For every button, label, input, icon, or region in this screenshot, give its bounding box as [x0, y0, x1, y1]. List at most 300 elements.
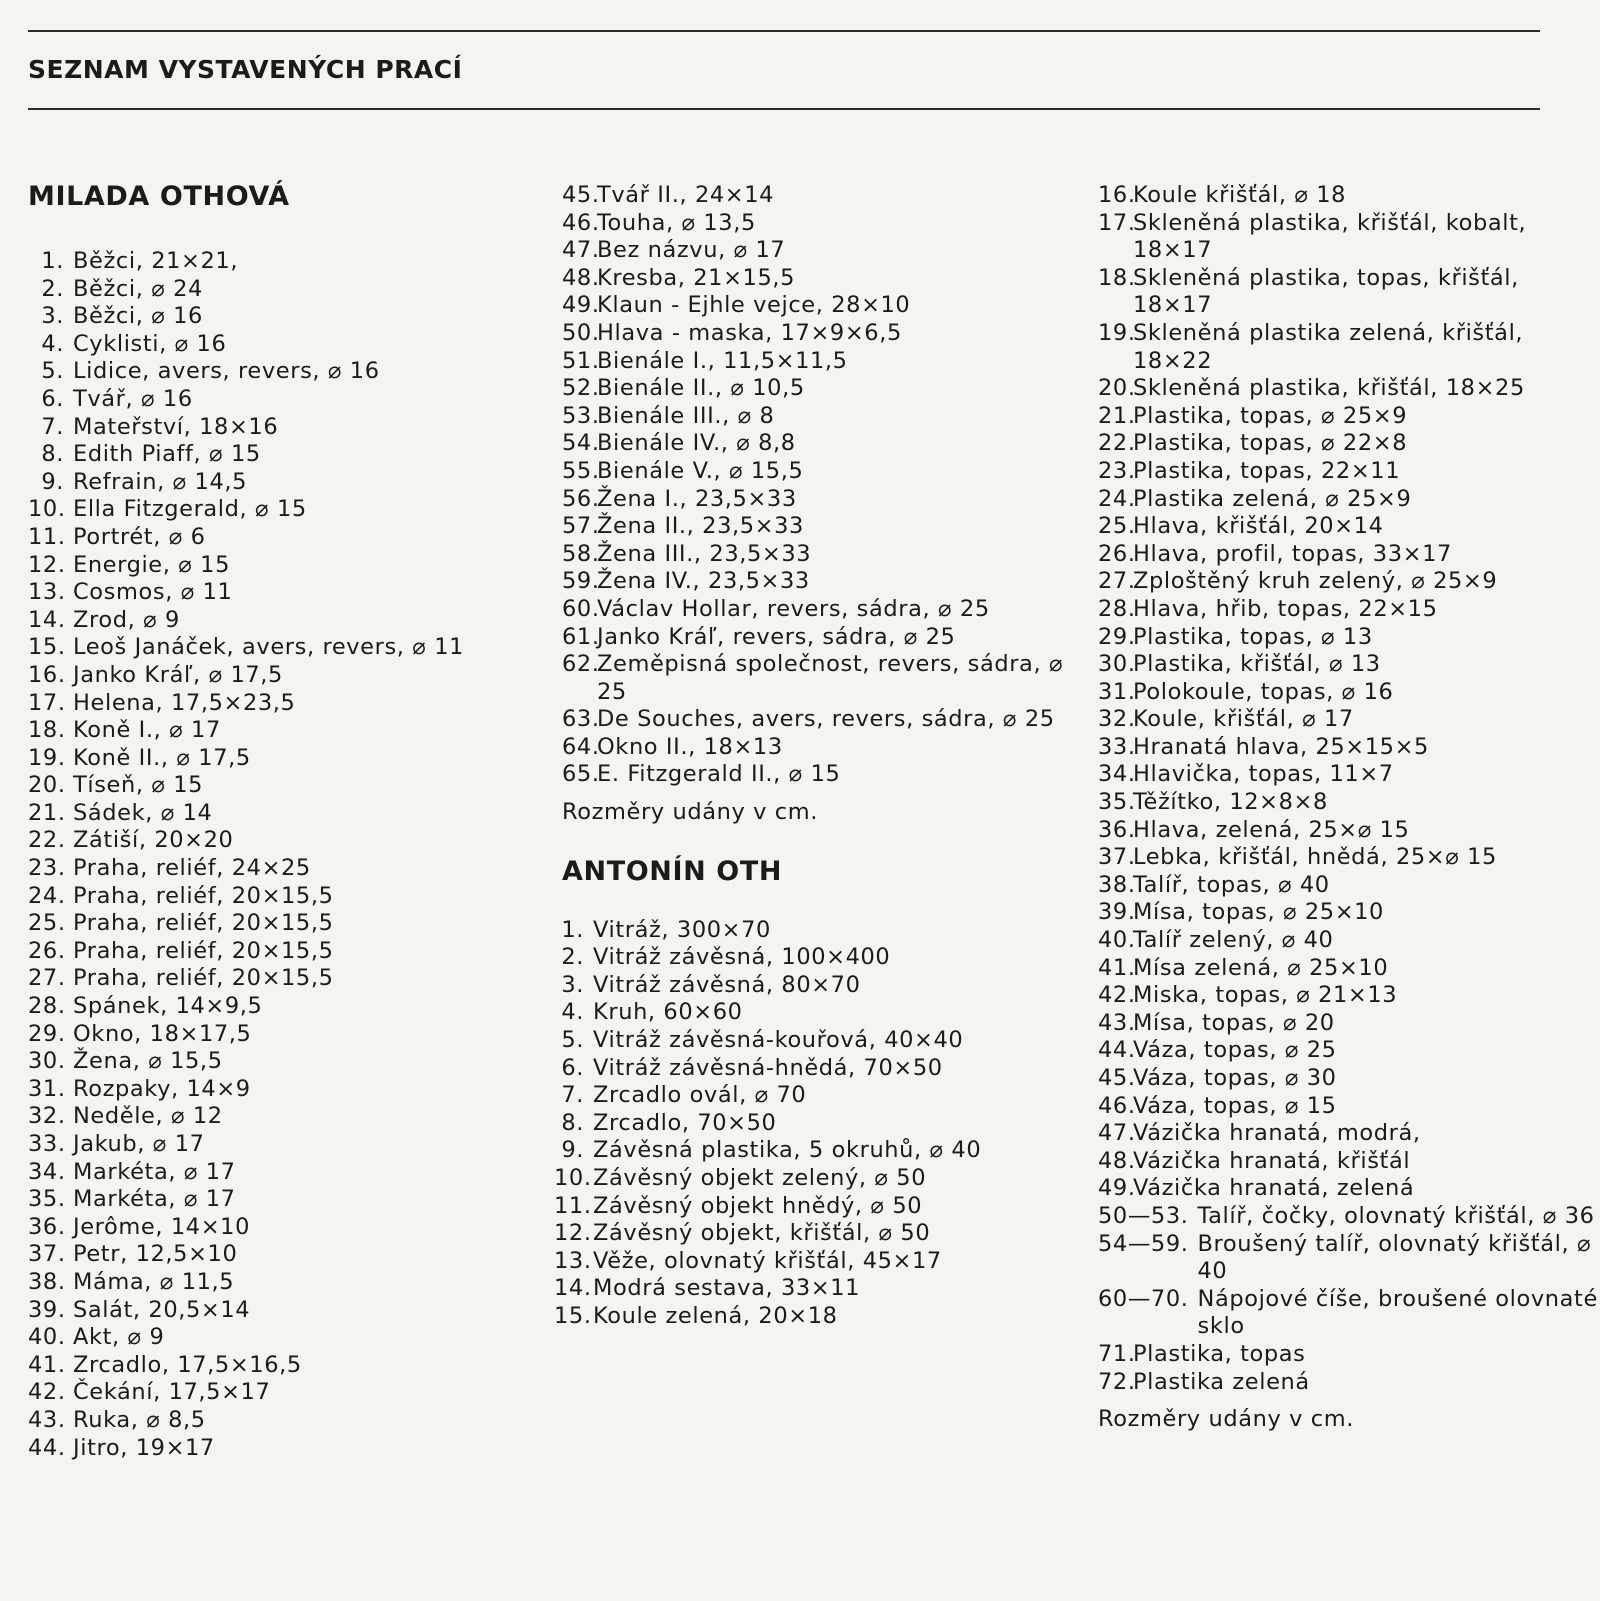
- item-number: 6.: [561, 1054, 584, 1081]
- item-title: Žena, ⌀ 15,5: [73, 1048, 223, 1075]
- list-item: [28, 1159, 528, 1187]
- list-item: [562, 182, 1082, 210]
- item-number: 35.: [28, 1186, 66, 1213]
- item-title: Petr, 12,5×10: [73, 1241, 238, 1268]
- item-title: Plastika, topas, ⌀ 13: [1133, 623, 1373, 650]
- list-item: [28, 800, 528, 828]
- list-item: [1098, 210, 1598, 265]
- list-item: [1098, 1175, 1598, 1203]
- item-title: Okno, 18×17,5: [73, 1020, 252, 1047]
- list-item: [28, 303, 528, 331]
- item-title: Edith Piaff, ⌀ 15: [73, 441, 261, 468]
- list-item: [28, 524, 528, 552]
- list-item: [562, 513, 1082, 541]
- item-number: 28.: [1098, 595, 1136, 622]
- item-title: Tvář, ⌀ 16: [73, 385, 193, 412]
- item-number: 17.: [1098, 209, 1136, 236]
- item-number: 6.: [41, 385, 64, 412]
- item-number: 53.: [562, 402, 600, 429]
- item-title: Bienále V., ⌀ 15,5: [597, 457, 804, 484]
- item-number: 21.: [28, 799, 66, 826]
- list-item: [28, 248, 528, 276]
- item-number: 35.: [1098, 789, 1136, 816]
- item-number: 43.: [28, 1406, 66, 1433]
- item-number: 4.: [561, 999, 584, 1026]
- list-item: [28, 441, 528, 469]
- item-number: 24.: [28, 882, 66, 909]
- item-title: Plastika, topas: [1133, 1340, 1306, 1367]
- item-title: Zrod, ⌀ 9: [73, 606, 180, 633]
- top-rule: [28, 30, 1540, 32]
- item-number: 11.: [28, 523, 66, 550]
- item-number: 22.: [28, 827, 66, 854]
- item-title: Talíř, čočky, olovnatý křišťál, ⌀ 36: [1197, 1202, 1595, 1229]
- list-item: [1098, 1369, 1598, 1397]
- list-item: [28, 414, 528, 442]
- item-title: Žena I., 23,5×33: [597, 485, 797, 512]
- item-title: Bienále II., ⌀ 10,5: [597, 375, 805, 402]
- list-item: [28, 1435, 528, 1463]
- item-number: 50.: [562, 319, 600, 346]
- item-title: Neděle, ⌀ 12: [73, 1103, 223, 1130]
- item-title: Váza, topas, ⌀ 15: [1133, 1092, 1337, 1119]
- item-title: Jakub, ⌀ 17: [73, 1131, 205, 1157]
- item-title: Mísa, topas, ⌀ 25×10: [1133, 899, 1384, 926]
- item-title: Skleněná plastika, topas, křišťál, 18×17: [1133, 264, 1519, 319]
- item-title: Leoš Janáček, avers, revers, ⌀ 11: [73, 634, 465, 661]
- item-title: Broušený talíř, olovnatý křišťál, ⌀ 40: [1197, 1230, 1592, 1285]
- item-title: Plastika, topas, ⌀ 25×9: [1133, 402, 1408, 429]
- item-number: 13.: [554, 1247, 592, 1274]
- item-title: Nápojové číše, broušené olovnaté sklo: [1197, 1285, 1598, 1340]
- item-title: Ruka, ⌀ 8,5: [73, 1406, 206, 1433]
- item-title: Vázička hranatá, modrá,: [1133, 1120, 1421, 1147]
- list-item: [1098, 899, 1598, 927]
- item-title: Vitráž závěsná-kouřová, 40×40: [593, 1027, 964, 1054]
- item-number: 9.: [41, 468, 64, 495]
- list-item: [28, 331, 528, 359]
- item-number: 65.: [562, 761, 600, 788]
- item-title: Věže, olovnatý křišťál, 45×17: [593, 1247, 942, 1274]
- list-item: [562, 972, 1082, 1000]
- list-item: [562, 348, 1082, 376]
- list-item: [562, 1027, 1082, 1055]
- list-item: [1098, 265, 1598, 320]
- item-number: 41.: [28, 1351, 66, 1378]
- list-item: [1098, 541, 1598, 569]
- item-number: 51.: [562, 347, 600, 374]
- item-title: Závěsný objekt hnědý, ⌀ 50: [593, 1192, 923, 1219]
- item-title: Koně II., ⌀ 17,5: [73, 744, 251, 771]
- item-number: 8.: [561, 1109, 584, 1136]
- page-title: SEZNAM VYSTAVENÝCH PRACÍ: [28, 55, 463, 84]
- list-item: [28, 662, 528, 690]
- item-number: 32.: [1098, 706, 1136, 733]
- item-number: 18.: [28, 717, 66, 744]
- list-item: [28, 1379, 528, 1407]
- list-item: [1098, 955, 1598, 983]
- item-number: 25.: [1098, 513, 1136, 540]
- item-title: Běžci, ⌀ 24: [73, 275, 203, 302]
- list-item: [28, 965, 528, 993]
- works-list-othova: [28, 248, 528, 1462]
- item-number: 64.: [562, 733, 600, 760]
- item-number: 10.: [554, 1165, 592, 1191]
- list-item: [554, 1165, 1082, 1193]
- item-number: 47.: [562, 237, 600, 264]
- item-number: 11.: [554, 1192, 592, 1219]
- item-title: Koule zelená, 20×18: [593, 1302, 838, 1329]
- item-number: 16.: [28, 661, 66, 688]
- item-number: 23.: [1098, 457, 1136, 484]
- item-number: 27.: [28, 965, 66, 992]
- item-number: 42.: [1098, 982, 1136, 1009]
- item-number: 71.: [1098, 1340, 1136, 1367]
- list-item: [1098, 1341, 1598, 1369]
- item-title: Mísa, topas, ⌀ 20: [1133, 1009, 1335, 1036]
- item-title: Janko Kráľ, revers, sádra, ⌀ 25: [597, 623, 956, 650]
- list-item: [562, 761, 1082, 789]
- item-title: Skleněná plastika, křišťál, 18×25: [1133, 375, 1525, 402]
- item-title: Okno II., 18×13: [597, 733, 783, 760]
- list-item: [554, 1275, 1082, 1303]
- item-number: 1.: [561, 916, 584, 943]
- list-item: [562, 706, 1082, 734]
- list-item: [554, 1247, 1082, 1276]
- item-title: Hlava, hřib, topas, 22×15: [1133, 595, 1438, 622]
- list-item: [1098, 568, 1598, 596]
- item-title: Hlavička, topas, 11×7: [1133, 761, 1394, 788]
- item-title: Markéta, ⌀ 17: [73, 1158, 236, 1185]
- item-number: 41.: [1098, 954, 1136, 981]
- list-item: [1098, 1286, 1598, 1341]
- item-number: 5.: [41, 358, 64, 385]
- list-item: [562, 944, 1082, 972]
- item-title: Koule, křišťál, ⌀ 17: [1133, 706, 1354, 733]
- item-number: 45.: [1098, 1065, 1136, 1091]
- item-number: 26.: [1098, 540, 1136, 567]
- works-list-othova-continued: [562, 182, 1082, 789]
- item-title: Žena IV., 23,5×33: [597, 568, 810, 595]
- list-item: [1098, 320, 1598, 375]
- item-title: Praha, reliéf, 20×15,5: [73, 910, 334, 937]
- item-title: Modrá sestava, 33×11: [593, 1275, 861, 1302]
- item-number: 12.: [554, 1220, 592, 1247]
- list-item: [28, 1131, 528, 1159]
- item-number: 24.: [1098, 485, 1136, 512]
- list-item: [28, 1352, 528, 1380]
- item-title: Vitráž závěsná-hnědá, 70×50: [593, 1054, 943, 1081]
- list-item: [1098, 761, 1598, 789]
- item-number: 40.: [1098, 927, 1136, 954]
- item-number: 27.: [1098, 568, 1136, 595]
- item-title: Ella Fitzgerald, ⌀ 15: [73, 496, 307, 523]
- item-title: Zrcadlo ovál, ⌀ 70: [593, 1082, 807, 1109]
- item-number: 1.: [41, 248, 64, 274]
- item-number: 31.: [28, 1075, 66, 1102]
- works-list-oth-continued: [1098, 182, 1598, 1396]
- item-number: 54.: [562, 430, 600, 457]
- item-title: Zrcadlo, 70×50: [593, 1109, 777, 1136]
- item-title: Rozpaky, 14×9: [73, 1075, 251, 1102]
- item-title: De Souches, avers, revers, sádra, ⌀ 25: [597, 706, 1055, 733]
- list-item: [562, 458, 1082, 486]
- list-item: [1098, 182, 1598, 210]
- list-item: [1098, 872, 1598, 900]
- item-number: 10.: [28, 496, 66, 523]
- item-number: 5.: [561, 1027, 584, 1054]
- item-number: 63.: [562, 706, 600, 733]
- item-title: Václav Hollar, revers, sádra, ⌀ 25: [597, 595, 990, 622]
- works-list-oth: [554, 916, 1082, 1331]
- item-number: 14.: [28, 606, 66, 633]
- item-number: 60—70.: [1098, 1285, 1189, 1312]
- item-title: Akt, ⌀ 9: [73, 1324, 165, 1351]
- list-item: [1098, 982, 1598, 1010]
- list-item: [28, 634, 528, 662]
- item-number: 7.: [41, 413, 64, 440]
- item-number: 21.: [1098, 402, 1136, 429]
- list-item: [28, 855, 528, 883]
- item-title: Hranatá hlava, 25×15×5: [1133, 733, 1429, 760]
- item-title: Váza, topas, ⌀ 30: [1133, 1065, 1337, 1091]
- item-title: Miska, topas, ⌀ 21×13: [1133, 982, 1398, 1009]
- list-item: [562, 292, 1082, 320]
- list-item: [1098, 1203, 1598, 1231]
- item-number: 39.: [28, 1296, 66, 1323]
- item-title: Běžci, 21×21,: [73, 248, 239, 274]
- list-item: [1098, 734, 1598, 762]
- item-title: Bez názvu, ⌀ 17: [597, 237, 786, 264]
- item-title: Jerôme, 14×10: [73, 1213, 250, 1240]
- item-number: 3.: [561, 971, 584, 998]
- list-item: [554, 1302, 1082, 1331]
- list-item: [1098, 403, 1598, 431]
- item-number: 32.: [28, 1103, 66, 1130]
- list-item: [1098, 1120, 1598, 1148]
- item-number: 72.: [1098, 1368, 1136, 1395]
- item-title: Váza, topas, ⌀ 25: [1133, 1037, 1337, 1064]
- item-number: 42.: [28, 1379, 66, 1406]
- item-number: 22.: [1098, 430, 1136, 457]
- item-title: Zeměpisná společnost, revers, sádra, ⌀ 25: [597, 651, 1064, 705]
- item-title: Jitro, 19×17: [73, 1434, 215, 1461]
- list-item: [28, 1103, 528, 1131]
- dimensions-note-othova: Rozměry udány v cm.: [562, 799, 819, 826]
- list-item: [1098, 596, 1598, 624]
- item-title: Talíř, topas, ⌀ 40: [1133, 871, 1330, 898]
- item-title: Skleněná plastika zelená, křišťál, 18×22: [1133, 319, 1524, 374]
- list-item: [1098, 624, 1598, 652]
- item-title: Mateřství, 18×16: [73, 413, 279, 440]
- item-number: 40.: [28, 1324, 66, 1351]
- item-title: E. Fitzgerald II., ⌀ 15: [597, 761, 841, 788]
- item-number: 23.: [28, 855, 66, 882]
- item-number: 54—59.: [1098, 1230, 1189, 1257]
- item-number: 57.: [562, 513, 600, 540]
- item-title: Spánek, 14×9,5: [73, 993, 263, 1020]
- item-number: 56.: [562, 485, 600, 512]
- artist-heading-antonin-oth: ANTONÍN OTH: [562, 855, 783, 887]
- list-item: [562, 917, 1082, 945]
- item-number: 17.: [28, 689, 66, 716]
- item-title: Janko Kráľ, ⌀ 17,5: [73, 661, 283, 688]
- item-title: Vitráž závěsná, 100×400: [593, 944, 891, 971]
- item-title: Žena III., 23,5×33: [597, 540, 812, 567]
- list-item: [562, 734, 1082, 762]
- item-number: 4.: [41, 330, 64, 357]
- item-title: Těžítko, 12×8×8: [1133, 789, 1328, 816]
- item-title: Koně I., ⌀ 17: [73, 717, 221, 744]
- item-title: Refrain, ⌀ 14,5: [73, 468, 248, 495]
- item-title: Portrét, ⌀ 6: [73, 523, 206, 550]
- list-item: [1098, 789, 1598, 817]
- list-item: [562, 651, 1082, 706]
- list-item: [28, 827, 528, 855]
- list-item: [28, 469, 528, 497]
- item-number: 34.: [1098, 761, 1136, 788]
- item-title: Tíseň, ⌀ 15: [73, 772, 204, 799]
- item-title: Závěsný objekt, křišťál, ⌀ 50: [593, 1220, 931, 1247]
- item-title: Kresba, 21×15,5: [597, 264, 796, 291]
- item-title: Polokoule, topas, ⌀ 16: [1133, 678, 1394, 705]
- list-item: [1098, 1093, 1598, 1121]
- list-item: [562, 624, 1082, 652]
- list-item: [1098, 1010, 1598, 1038]
- item-title: Zátiší, 20×20: [73, 827, 234, 854]
- list-item: [562, 1137, 1082, 1165]
- item-number: 46.: [562, 209, 600, 236]
- list-item: [562, 541, 1082, 569]
- item-title: Bienále I., 11,5×11,5: [597, 347, 848, 374]
- list-item: [28, 938, 528, 966]
- list-item: [562, 596, 1082, 624]
- item-title: Čekání, 17,5×17: [73, 1379, 271, 1406]
- item-number: 62.: [562, 651, 600, 678]
- list-item: [28, 745, 528, 773]
- item-number: 30.: [1098, 651, 1136, 678]
- item-number: 34.: [28, 1158, 66, 1185]
- item-number: 16.: [1098, 182, 1136, 208]
- list-item: [28, 1076, 528, 1104]
- list-item: [1098, 375, 1598, 403]
- list-item: [562, 375, 1082, 403]
- item-number: 20.: [28, 772, 66, 799]
- item-number: 52.: [562, 375, 600, 402]
- item-number: 20.: [1098, 375, 1136, 402]
- list-item: [562, 999, 1082, 1027]
- item-number: 55.: [562, 457, 600, 484]
- list-item: [28, 579, 528, 607]
- item-title: Salát, 20,5×14: [73, 1296, 251, 1323]
- list-item: [1098, 1231, 1598, 1286]
- list-item: [28, 358, 528, 386]
- item-number: 59.: [562, 568, 600, 595]
- item-number: 30.: [28, 1048, 66, 1075]
- list-item: [28, 993, 528, 1021]
- item-title: Závěsný objekt zelený, ⌀ 50: [593, 1165, 927, 1191]
- item-title: Kruh, 60×60: [593, 999, 743, 1026]
- list-item: [1098, 817, 1598, 845]
- item-number: 44.: [1098, 1037, 1136, 1064]
- column-middle: [554, 182, 1082, 1331]
- item-title: Vitráž závěsná, 80×70: [593, 971, 861, 998]
- item-title: Běžci, ⌀ 16: [73, 303, 203, 330]
- item-title: Cosmos, ⌀ 11: [73, 579, 233, 606]
- list-item: [562, 1082, 1082, 1110]
- item-number: 43.: [1098, 1009, 1136, 1036]
- item-number: 46.: [1098, 1092, 1136, 1119]
- item-title: Žena II., 23,5×33: [597, 513, 804, 540]
- item-title: Vázička hranatá, křišťál: [1133, 1147, 1411, 1174]
- list-item: [1098, 927, 1598, 955]
- dimensions-note-oth: Rozměry udány v cm.: [1098, 1406, 1355, 1433]
- list-item: [562, 1055, 1082, 1083]
- list-item: [28, 1048, 528, 1076]
- list-item: [1098, 844, 1598, 872]
- item-number: 8.: [41, 441, 64, 468]
- list-item: [554, 1192, 1082, 1221]
- item-number: 29.: [28, 1020, 66, 1047]
- item-number: 2.: [41, 275, 64, 302]
- item-number: 36.: [28, 1213, 66, 1240]
- item-title: Tvář II., 24×14: [597, 182, 775, 208]
- list-item: [1098, 651, 1598, 679]
- item-title: Praha, reliéf, 20×15,5: [73, 965, 334, 992]
- item-number: 49.: [1098, 1175, 1136, 1202]
- item-number: 36.: [1098, 816, 1136, 843]
- item-title: Mísa zelená, ⌀ 25×10: [1133, 954, 1389, 981]
- list-item: [28, 386, 528, 414]
- list-item: [28, 883, 528, 911]
- item-number: 15.: [554, 1302, 592, 1329]
- item-title: Lidice, avers, revers, ⌀ 16: [73, 358, 380, 385]
- item-number: 37.: [1098, 844, 1136, 871]
- item-title: Vitráž, 300×70: [593, 916, 771, 943]
- list-item: [28, 1407, 528, 1435]
- item-title: Markéta, ⌀ 17: [73, 1186, 236, 1213]
- item-title: Hlava, zelená, 25×⌀ 15: [1133, 816, 1410, 843]
- item-number: 18.: [1098, 264, 1136, 291]
- item-number: 25.: [28, 910, 66, 937]
- item-title: Helena, 17,5×23,5: [73, 689, 296, 716]
- list-item: [1098, 430, 1598, 458]
- item-number: 2.: [561, 944, 584, 971]
- item-title: Lebka, křišťál, hnědá, 25×⌀ 15: [1133, 844, 1497, 871]
- list-item: [28, 1021, 528, 1049]
- list-item: [28, 1214, 528, 1242]
- item-title: Koule křišťál, ⌀ 18: [1133, 182, 1347, 208]
- list-item: [1098, 706, 1598, 734]
- item-title: Skleněná plastika, křišťál, kobalt, 18×17: [1133, 209, 1527, 264]
- item-title: Zrcadlo, 17,5×16,5: [73, 1351, 302, 1378]
- list-item: [1098, 486, 1598, 514]
- list-item: [562, 568, 1082, 596]
- item-title: Praha, reliéf, 20×15,5: [73, 882, 334, 909]
- item-number: 15.: [28, 634, 66, 661]
- item-number: 12.: [28, 551, 66, 578]
- list-item: [1098, 1148, 1598, 1176]
- list-item: [28, 496, 528, 524]
- item-number: 13.: [28, 579, 66, 606]
- list-item: [28, 1297, 528, 1325]
- item-number: 19.: [1098, 319, 1136, 346]
- item-title: Plastika, topas, ⌀ 22×8: [1133, 430, 1408, 457]
- item-number: 39.: [1098, 899, 1136, 926]
- list-item: [1098, 513, 1598, 541]
- item-number: 31.: [1098, 678, 1136, 705]
- list-item: [28, 276, 528, 304]
